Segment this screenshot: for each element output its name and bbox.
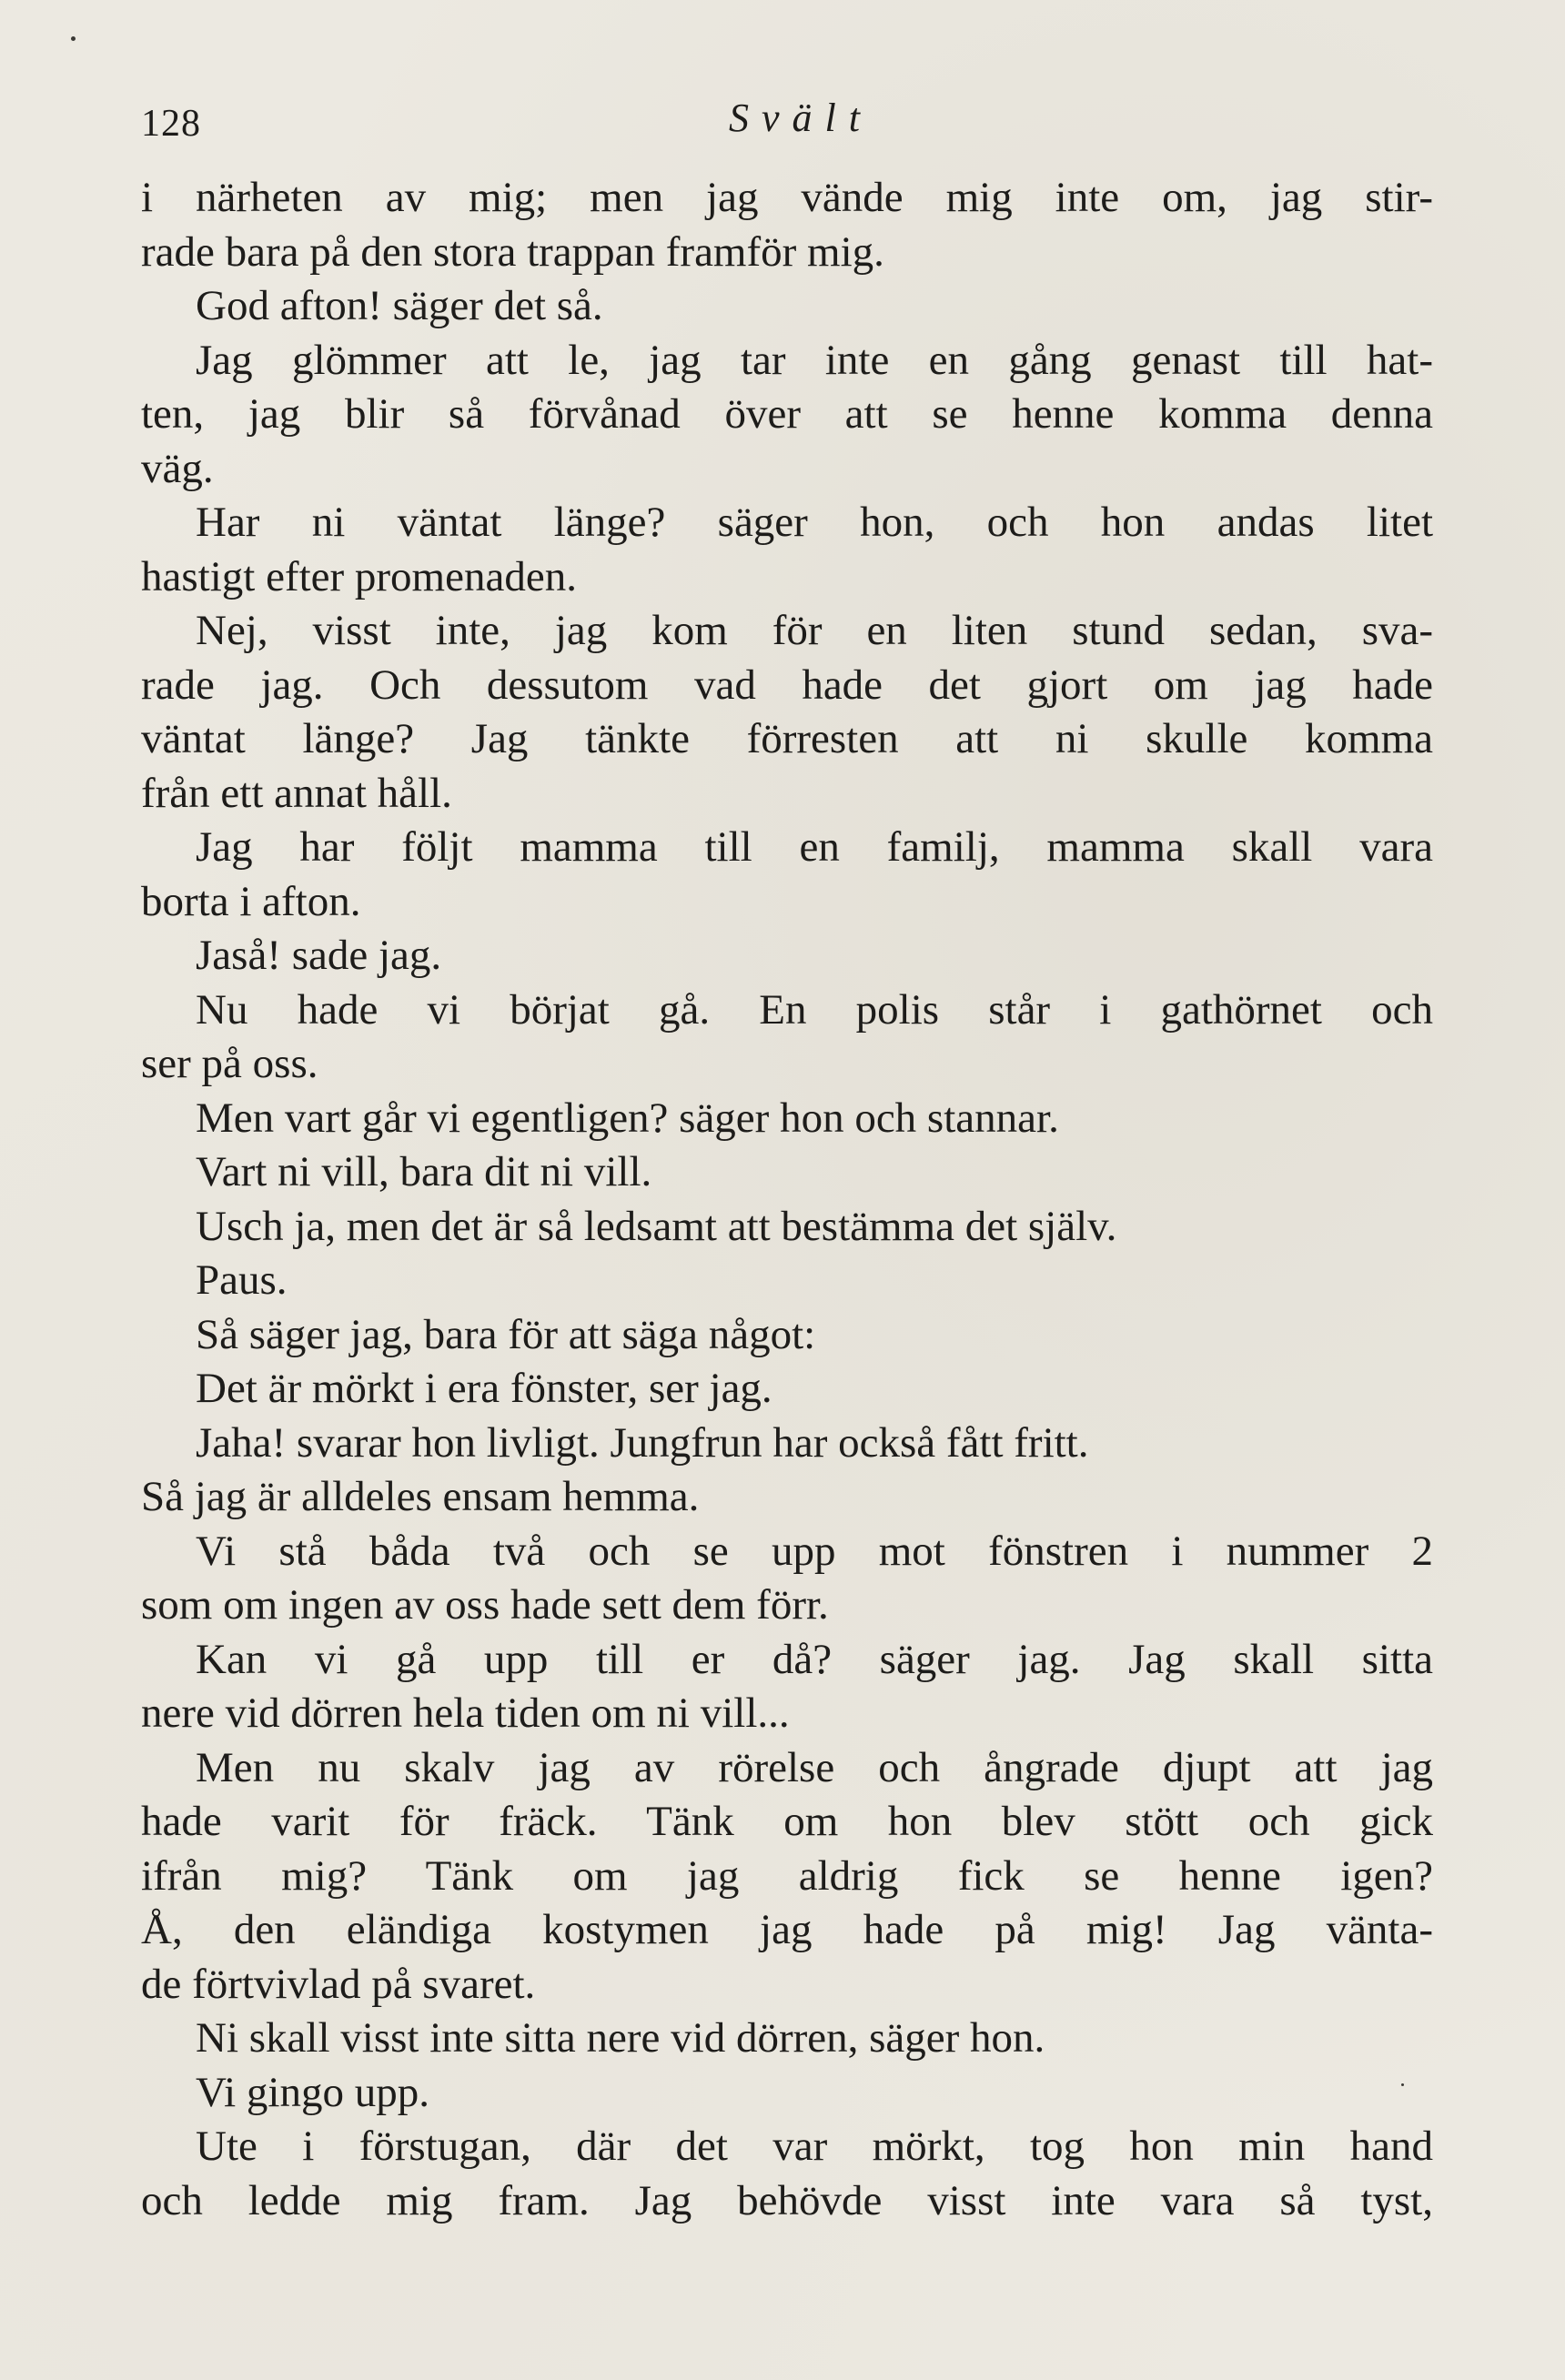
text-line: rade jag. Och dessutom vad hade det gjort om jag hade — [141, 661, 1433, 709]
text-line: som om ingen av oss hade sett dem förr. — [141, 1581, 829, 1629]
text-line: Å, den eländiga kostymen jag hade på mig! Jag vänta- — [141, 1906, 1433, 1953]
text-line: Ni skall visst inte sitta nere vid dörren, säger hon. — [196, 2014, 1045, 2062]
page-number: 128 — [141, 103, 201, 145]
text-line: väntat länge? Jag tänkte förresten att ni skulle komma — [141, 715, 1433, 762]
text-line: Usch ja, men det är så ledsamt att bestämma det själv. — [196, 1202, 1117, 1250]
page-header — [141, 96, 1433, 156]
text-line: Jaså! sade jag. — [196, 932, 442, 979]
text-line: nere vid dörren hela tiden om ni vill... — [141, 1689, 790, 1737]
text-line: Nej, visst inte, jag kom för en liten stund sedan, sva- — [196, 607, 1433, 654]
text-line: ten, jag blir så förvånad över att se henne komma denna — [141, 390, 1433, 438]
text-line: rade bara på den stora trappan framför mig. — [141, 227, 884, 276]
text-line: och ledde mig fram. Jag behövde visst inte vara så tyst, — [141, 2176, 1433, 2224]
text-line: Kan vi gå upp till er då? säger jag. Jag skall sitta — [196, 1635, 1433, 1683]
text-line: Paus. — [196, 1256, 288, 1304]
text-line: Men nu skalv jag av rörelse och ångrade djupt att jag — [196, 1743, 1433, 1791]
text-line: Men vart går vi egentligen? säger hon och stannar. — [196, 1094, 1059, 1142]
text-line: Vart ni vill, bara dit ni vill. — [196, 1148, 652, 1195]
text-line: Jaha! svarar hon livligt. Jungfrun har också fått fritt. — [196, 1418, 1089, 1467]
text-line: borta i afton. — [141, 877, 361, 925]
text-line: hastigt efter promenaden. — [141, 552, 577, 600]
text-line: i närheten av mig; men jag vände mig inte om, jag stir- — [141, 174, 1433, 221]
text-line: från ett annat håll. — [141, 769, 452, 817]
body-text — [141, 171, 1433, 2228]
ink-speck — [71, 36, 76, 41]
text-line: Det är mörkt i era fönster, ser jag. — [196, 1365, 772, 1412]
text-line: Vi stå båda två och se upp mot fönstren i nummer 2 — [196, 1527, 1433, 1575]
text-line: Har ni väntat länge? säger hon, och hon andas litet — [196, 499, 1433, 546]
text-line: Jag glömmer att le, jag tar inte en gång genast till hat- — [196, 336, 1433, 384]
text-line: Nu hade vi börjat gå. En polis står i gathörnet och — [196, 985, 1433, 1034]
text-line: Jag har följt mamma till en familj, mamma skall vara — [196, 823, 1433, 871]
text-line: Ute i förstugan, där det var mörkt, tog hon min hand — [196, 2123, 1433, 2170]
text-line: Vi gingo upp. — [196, 2068, 429, 2116]
text-line: ifrån mig? Tänk om jag aldrig fick se henne igen? — [141, 1851, 1433, 1900]
text-line: hade varit för fräck. Tänk om hon blev stött och gick — [141, 1798, 1433, 1845]
running-title: Svält — [729, 96, 873, 140]
text-line: Så jag är alldeles ensam hemma. — [141, 1473, 700, 1520]
text-line: ser på oss. — [141, 1040, 318, 1087]
text-line: God afton! säger det så. — [196, 282, 603, 329]
text-line: Så säger jag, bara för att säga något: — [196, 1310, 816, 1358]
text-line: väg. — [141, 444, 214, 492]
text-line: de förtvivlad på svaret. — [141, 1960, 536, 2008]
